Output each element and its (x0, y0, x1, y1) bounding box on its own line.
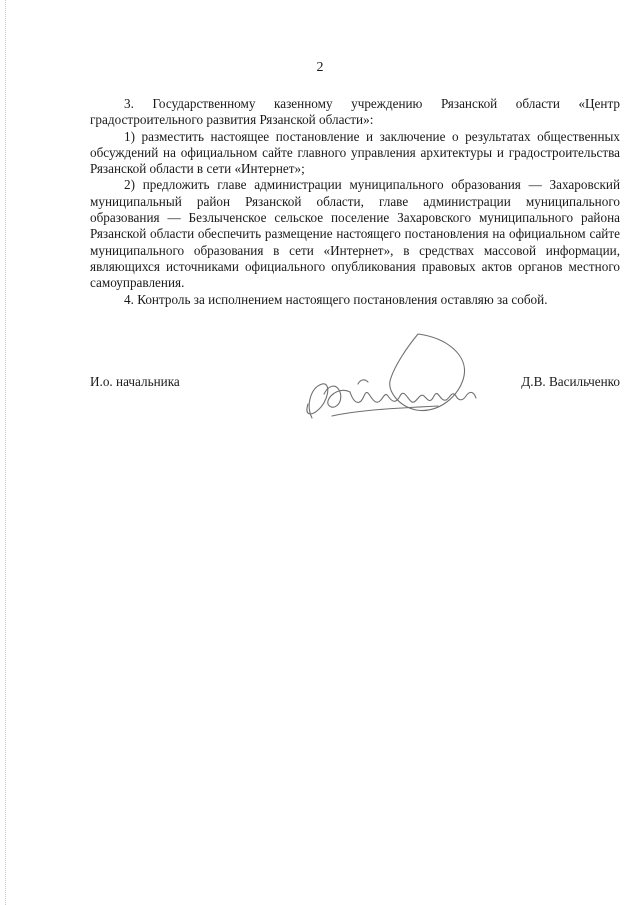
handwritten-signature (298, 326, 483, 436)
signatory-name: Д.В. Васильченко (521, 374, 620, 389)
scan-edge-artifact (5, 0, 7, 905)
paragraph-item-3: 3. Государственному казенному учреждению Рязанской области «Центр градостроительного развития Рязанской области»: (90, 96, 620, 128)
paragraph-subitem-2: 2) предложить главе администрации муниципального образования — Захаровский муниципальный район Рязанской области, главе администрации муниципального образования — Безлыченское сельское поселение Захаровского муниципального района Рязанской области обеспечить размещение настоящего постановления на официальном сайте муниципального образования в сети «Интернет», в средствах массовой информации, являющихся источниками официального опубликования правовых актов органов местного самоуправления. (90, 177, 620, 291)
signatory-title: И.о. начальника (90, 374, 180, 389)
paragraph-subitem-1: 1) разместить настоящее постановление и заключение о результатах общественных обсуждений на официальном сайте главного управления архитектуры и градостроительства Рязанской области в сети «Интернет»; (90, 128, 620, 177)
paragraph-item-4: 4. Контроль за исполнением настоящего постановления оставляю за собой. (124, 291, 548, 307)
page-number: 2 (316, 60, 324, 75)
document-body (90, 96, 620, 308)
